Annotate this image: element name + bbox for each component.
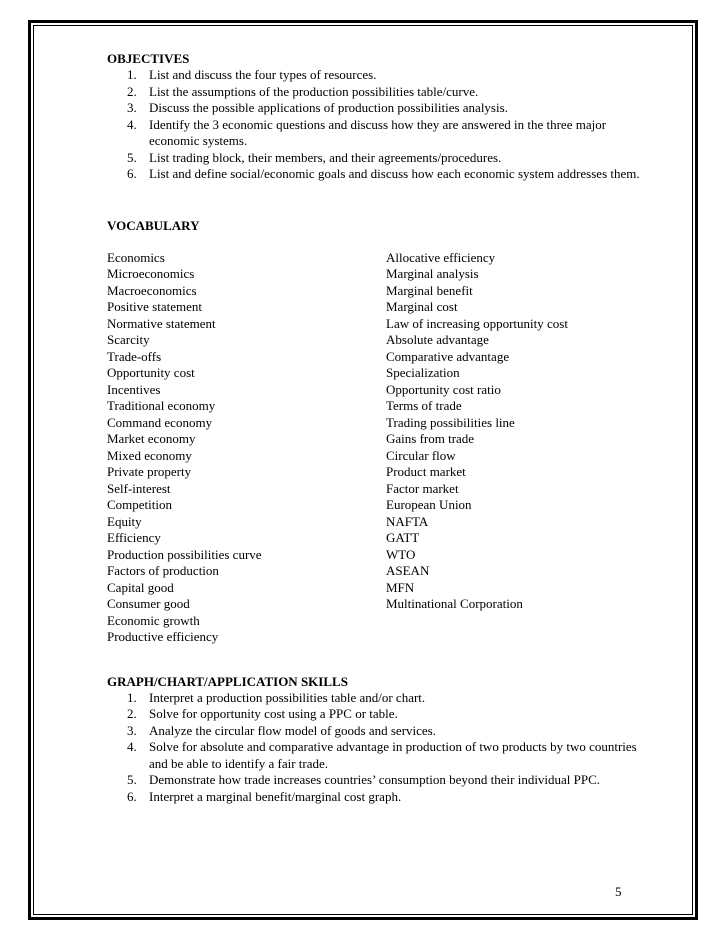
list-item: 2. Solve for opportunity cost using a PPC or table.	[127, 706, 398, 721]
vocab-term: Comparative advantage	[386, 348, 510, 364]
vocab-term: Command economy	[107, 414, 213, 430]
page-content	[107, 51, 647, 805]
vocab-term: Microeconomics	[107, 266, 195, 281]
vocab-term: Production possibilities curve	[107, 546, 262, 562]
vocabulary-columns	[107, 250, 647, 650]
vocab-term: Trade-offs	[107, 348, 162, 364]
vocab-term: Product market	[386, 464, 466, 479]
objectives-section	[107, 51, 647, 183]
vocab-term: Consumer good	[107, 596, 190, 611]
vocabulary-right-column	[386, 250, 568, 613]
vocab-term: Scarcity	[107, 332, 150, 347]
vocab-term: Marginal analysis	[386, 266, 479, 281]
list-item: 4. Solve for absolute and comparative advantage in production of two products by two countries and be able to identify a fair trade.	[127, 739, 637, 771]
vocab-term: ASEAN	[386, 563, 430, 578]
vocab-term: Allocative efficiency	[386, 249, 496, 265]
vocabulary-heading: VOCABULARY	[107, 217, 200, 233]
list-item: 5. List trading block, their members, and their agreements/procedures.	[127, 149, 502, 165]
list-item: 4. Identify the 3 economic questions and discuss how they are answered in the three major economic systems.	[127, 116, 607, 148]
vocab-term: Law of increasing opportunity cost	[386, 315, 568, 331]
list-item: 6. Interpret a marginal benefit/marginal cost graph.	[127, 788, 402, 804]
vocab-term: Market economy	[107, 431, 196, 446]
list-item: 3. Analyze the circular flow model of goods and services.	[127, 722, 436, 738]
vocab-term: Competition	[107, 497, 172, 512]
skills-list	[107, 690, 647, 806]
list-item: 5. Demonstrate how trade increases countries’ consumption beyond their individual PPC.	[127, 772, 601, 787]
vocab-term: Traditional economy	[107, 398, 216, 413]
list-item: 1. Interpret a production possibilities table and/or chart.	[127, 689, 426, 705]
vocab-term: Opportunity cost	[107, 365, 195, 380]
vocab-term: European Union	[386, 497, 472, 512]
vocab-term: Opportunity cost ratio	[386, 381, 501, 397]
page-number: 5	[615, 884, 622, 899]
vocab-term: Economics	[107, 249, 165, 265]
vocab-term: Self-interest	[107, 480, 171, 496]
vocab-term: Normative statement	[107, 315, 216, 331]
skills-section	[107, 674, 647, 806]
objectives-list	[107, 67, 647, 183]
list-item: 1. List and discuss the four types of resources.	[127, 67, 377, 82]
list-item: 6. List and define social/economic goals and discuss how each economic system addresses them.	[127, 166, 640, 181]
vocab-term: GATT	[386, 530, 420, 545]
objectives-heading: OBJECTIVES	[107, 51, 190, 66]
vocab-term: MFN	[386, 579, 415, 595]
vocab-term: Efficiency	[107, 530, 161, 545]
vocab-term: Circular flow	[386, 447, 456, 463]
vocab-term: Gains from trade	[386, 431, 475, 446]
vocab-term: Economic growth	[107, 612, 200, 628]
skills-heading: GRAPH/CHART/APPLICATION SKILLS	[107, 673, 348, 689]
vocab-term: Factor market	[386, 480, 459, 496]
list-item: 3. Discuss the possible applications of production possibilities analysis.	[127, 100, 508, 115]
vocab-term: Positive statement	[107, 299, 202, 314]
vocab-term: Equity	[107, 513, 142, 529]
vocab-term: Marginal benefit	[386, 282, 473, 298]
vocab-term: NAFTA	[386, 513, 429, 529]
vocab-term: Absolute advantage	[386, 332, 489, 347]
vocab-term: Terms of trade	[386, 398, 462, 413]
vocab-term: Incentives	[107, 381, 161, 397]
list-item: 2. List the assumptions of the production possibilities table/curve.	[127, 83, 479, 99]
vocab-term: Macroeconomics	[107, 282, 197, 298]
vocabulary-left-column	[107, 250, 262, 646]
vocab-term: Private property	[107, 464, 192, 479]
vocab-term: Specialization	[386, 365, 460, 380]
vocab-term: WTO	[386, 546, 416, 562]
vocab-term: Productive efficiency	[107, 629, 219, 644]
vocab-term: Capital good	[107, 579, 174, 595]
vocab-term: Multinational Corporation	[386, 596, 523, 611]
vocab-term: Trading possibilities line	[386, 414, 515, 430]
vocab-term: Factors of production	[107, 563, 219, 578]
vocabulary-section	[107, 218, 647, 650]
vocab-term: Mixed economy	[107, 447, 192, 463]
vocab-term: Marginal cost	[386, 299, 458, 314]
